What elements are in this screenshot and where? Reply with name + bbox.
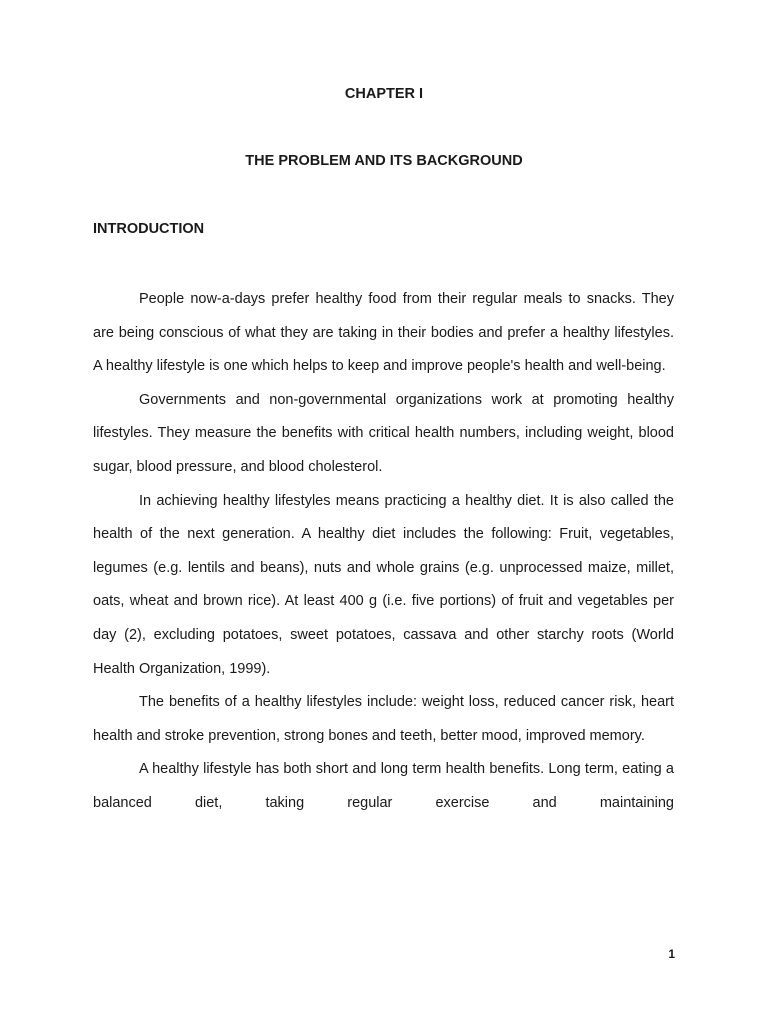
paragraph: Governments and non-governmental organizations work at promoting healthy lifestyles. They measure the benefits with critical health numbers, including weight, blood sugar, blood pressure, and blood cholesterol. bbox=[93, 391, 674, 475]
section-heading: INTRODUCTION bbox=[93, 221, 205, 237]
chapter-title: THE PROBLEM AND ITS BACKGROUND bbox=[245, 153, 523, 169]
paragraph: People now-a-days prefer healthy food from their regular meals to snacks. They are being conscious of what they are taking in their bodies and prefer a healthy lifestyles. A healthy lifestyle is one which helps to keep and improve people's health and well-being. bbox=[93, 291, 674, 375]
paragraph: The benefits of a healthy lifestyles include: weight loss, reduced cancer risk, heart health and stroke prevention, strong bones and teeth, better mood, improved memory. bbox=[93, 694, 674, 744]
chapter-heading: CHAPTER I bbox=[344, 86, 424, 102]
body-text bbox=[93, 283, 674, 821]
page-number: 1 bbox=[668, 947, 675, 961]
paragraph: A healthy lifestyle has both short and long term health benefits. Long term, eating a balanced diet, taking regular exercise and maintaining bbox=[93, 761, 674, 811]
paragraph: In achieving healthy lifestyles means practicing a healthy diet. It is also called the health of the next generation. A healthy diet includes the following: Fruit, vegetables, legumes (e.g. lentils and beans), nuts and whole grains (e.g. unprocessed maize, millet, oats, wheat and brown rice). At least 400 g (i.e. five portions) of fruit and vegetables per day (2), excluding potatoes, sweet potatoes, cassava and other starchy roots (World Health Organization, 1999). bbox=[93, 492, 674, 677]
